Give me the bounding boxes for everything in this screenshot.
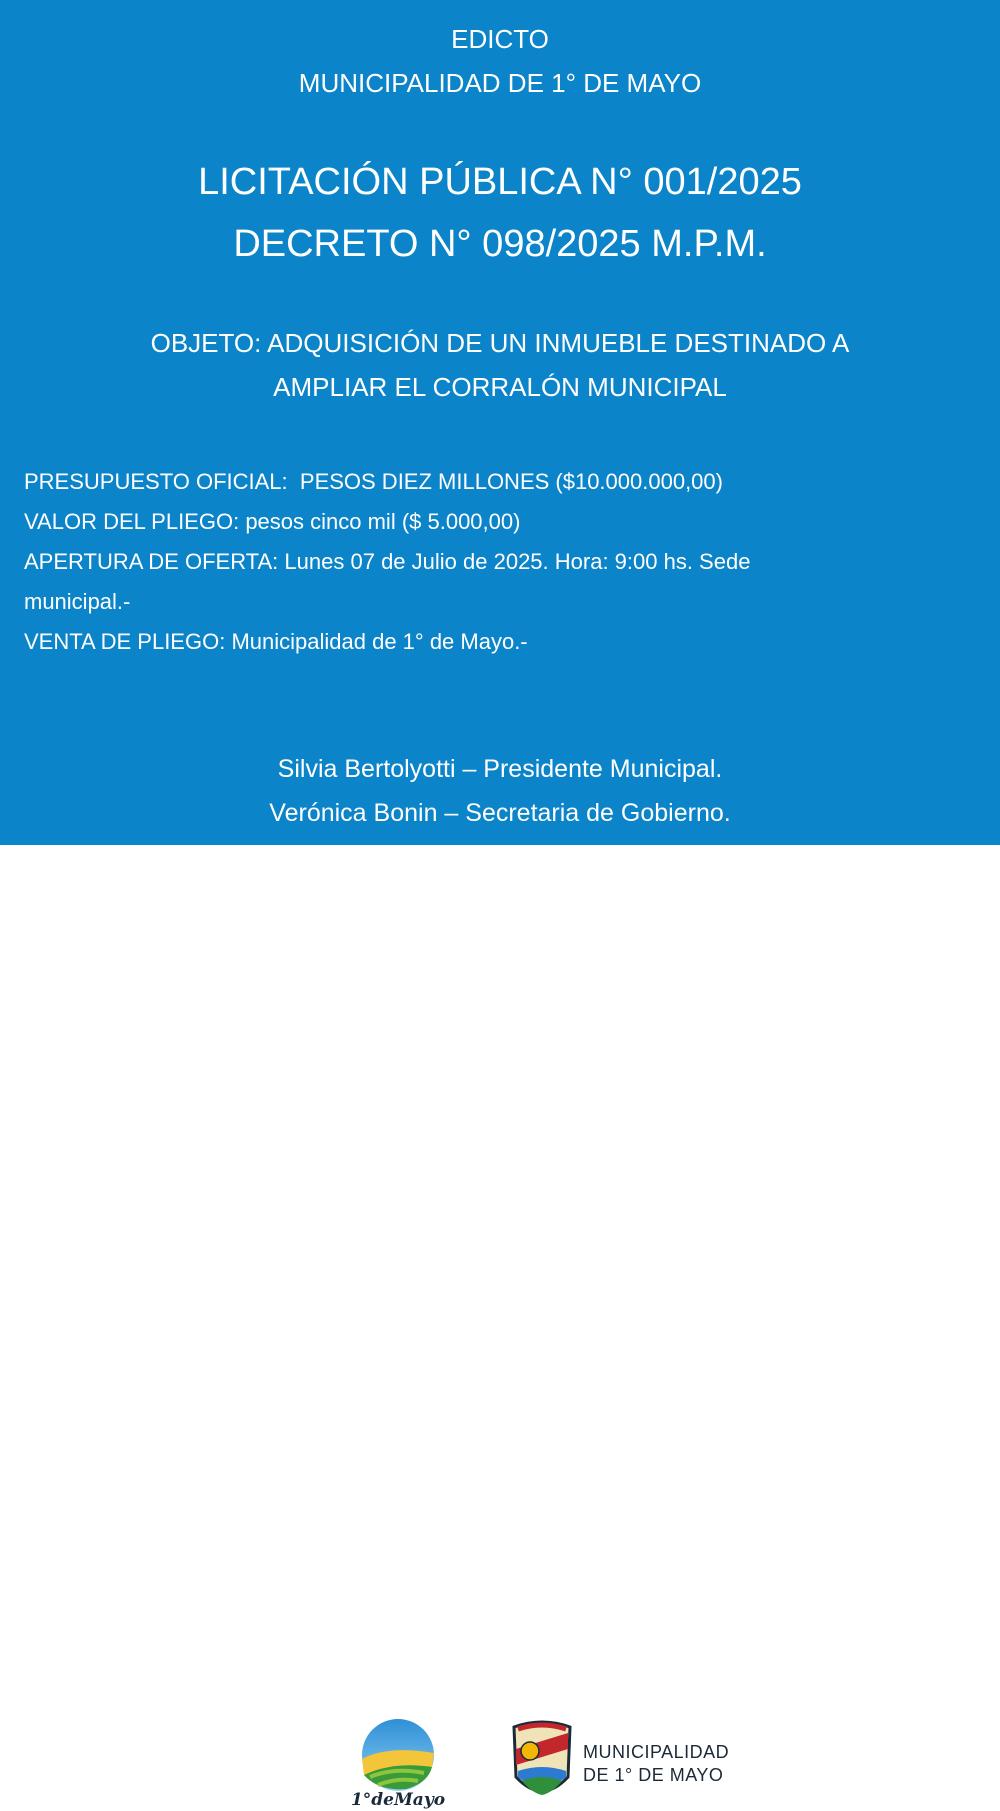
venta-label: VENTA DE PLIEGO: xyxy=(24,629,226,654)
presupuesto-label: PRESUPUESTO OFICIAL: xyxy=(24,469,288,494)
edicto-heading: EDICTO xyxy=(451,24,549,54)
apertura-row-continued: municipal.- xyxy=(24,589,131,614)
edict-panel xyxy=(0,0,1000,845)
presupuesto-value: PESOS DIEZ MILLONES ($10.000.000,00) xyxy=(299,469,723,494)
objeto-line-1: OBJETO: ADQUISICIÓN DE UN INMUEBLE DESTINADO A xyxy=(150,328,850,358)
decreto-title: DECRETO N° 098/2025 M.P.M. xyxy=(233,223,767,265)
valor-row xyxy=(24,502,974,542)
apertura-label: APERTURA DE OFERTA: xyxy=(24,549,279,574)
sun-icon xyxy=(521,1742,539,1760)
municipality-label xyxy=(583,1741,729,1787)
municipality-heading: MUNICIPALIDAD DE 1° DE MAYO xyxy=(298,68,702,98)
footer xyxy=(0,845,1000,1810)
municipal-seal xyxy=(508,1719,576,1807)
venta-value: Municipalidad de 1° de Mayo.- xyxy=(231,629,528,654)
signature-secretaria: Verónica Bonin – Secretaria de Gobierno. xyxy=(269,799,731,827)
licitacion-title: LICITACIÓN PÚBLICA N° 001/2025 xyxy=(198,161,802,203)
details-block xyxy=(24,462,974,662)
venta-row xyxy=(24,622,974,662)
valor-value: pesos cinco mil ($ 5.000,00) xyxy=(245,509,521,534)
seal-green-field xyxy=(522,1777,562,1795)
brand-logo-text: 1°deMayo xyxy=(350,1790,446,1810)
apertura-value: 07 de Julio de 2025. Hora: 9:00 hs. Sede xyxy=(350,549,751,574)
presupuesto-row xyxy=(24,462,974,502)
signature-presidente: Silvia Bertolyotti – Presidente Municipal. xyxy=(277,755,723,783)
municipality-label-line-1: MUNICIPALIDAD xyxy=(583,1742,730,1762)
brand-logo xyxy=(348,1715,448,1811)
municipality-label-line-2: DE 1° DE MAYO xyxy=(583,1765,724,1785)
apertura-day: Lunes xyxy=(284,549,345,574)
valor-label: VALOR DEL PLIEGO: xyxy=(24,509,240,534)
objeto-line-2: AMPLIAR EL CORRALÓN MUNICIPAL xyxy=(273,372,727,402)
apertura-row xyxy=(24,542,974,582)
